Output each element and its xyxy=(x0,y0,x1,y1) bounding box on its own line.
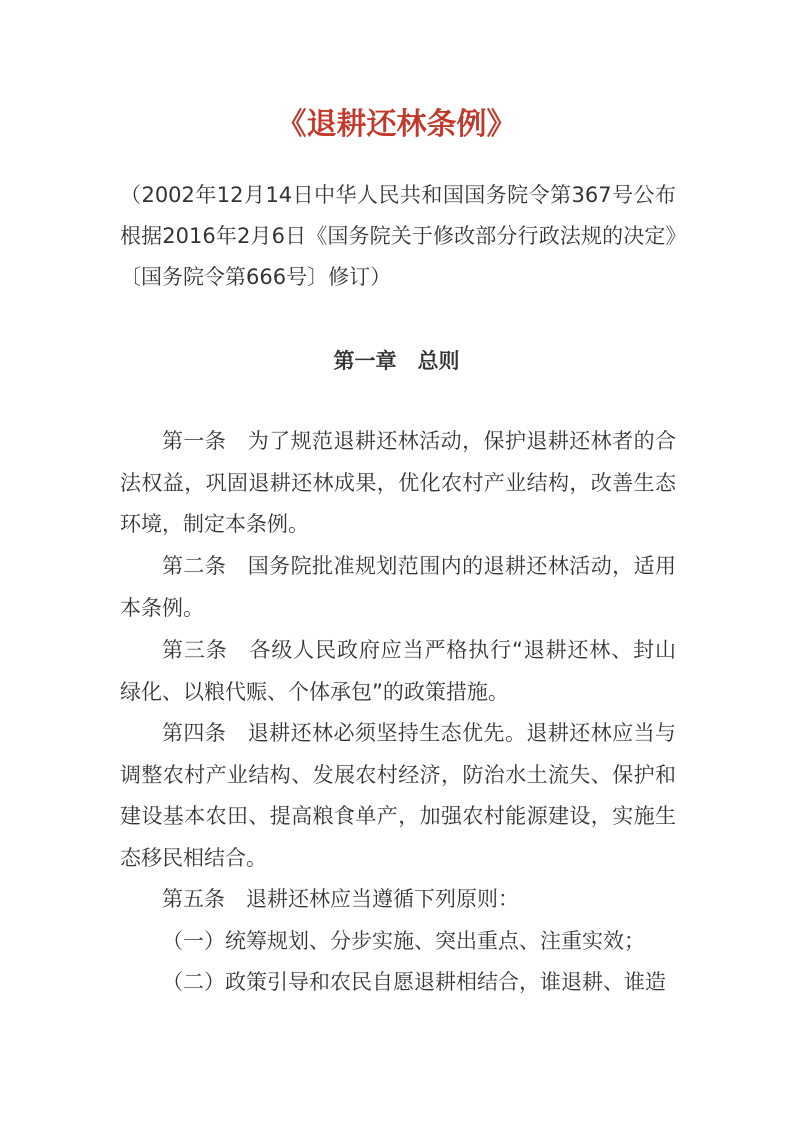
article-2: 第二条 国务院批准规划范围内的退耕还林活动，适用本条例。 xyxy=(120,554,676,620)
document-title: 《退耕还林条例》 xyxy=(276,107,517,142)
promulgation-note: （2002年12月14日中华人民共和国国务院令第367号公布 根据2016年2月6日《国务院关于修改部分行政法规的决定》〔国务院令第666号〕修订） xyxy=(120,183,676,289)
principle-item-1: （一）统筹规划、分步实施、突出重点、注重实效； xyxy=(162,929,645,953)
article-4: 第四条 退耕还林必须坚持生态优先。退耕还林应当与调整农村产业结构、发展农村经济，防治水土流失、保护和建设基本农田、提高粮食单产，加强农村能源建设，实施生态移民相结合。 xyxy=(120,721,676,870)
article-5: 第五条 退耕还林应当遵循下列原则： xyxy=(162,887,519,911)
principle-item-2: （二）政策引导和农民自愿退耕相结合，谁退耕、谁造 xyxy=(162,970,666,994)
chapter-heading: 第一章 总则 xyxy=(333,349,460,373)
article-1: 第一条 为了规范退耕还林活动，保护退耕还林者的合法权益，巩固退耕还林成果，优化农村产业结构，改善生态环境，制定本条例。 xyxy=(120,429,676,536)
article-3: 第三条 各级人民政府应当严格执行“退耕还林、封山绿化、以粮代赈、个体承包”的政策措施。 xyxy=(120,638,676,704)
